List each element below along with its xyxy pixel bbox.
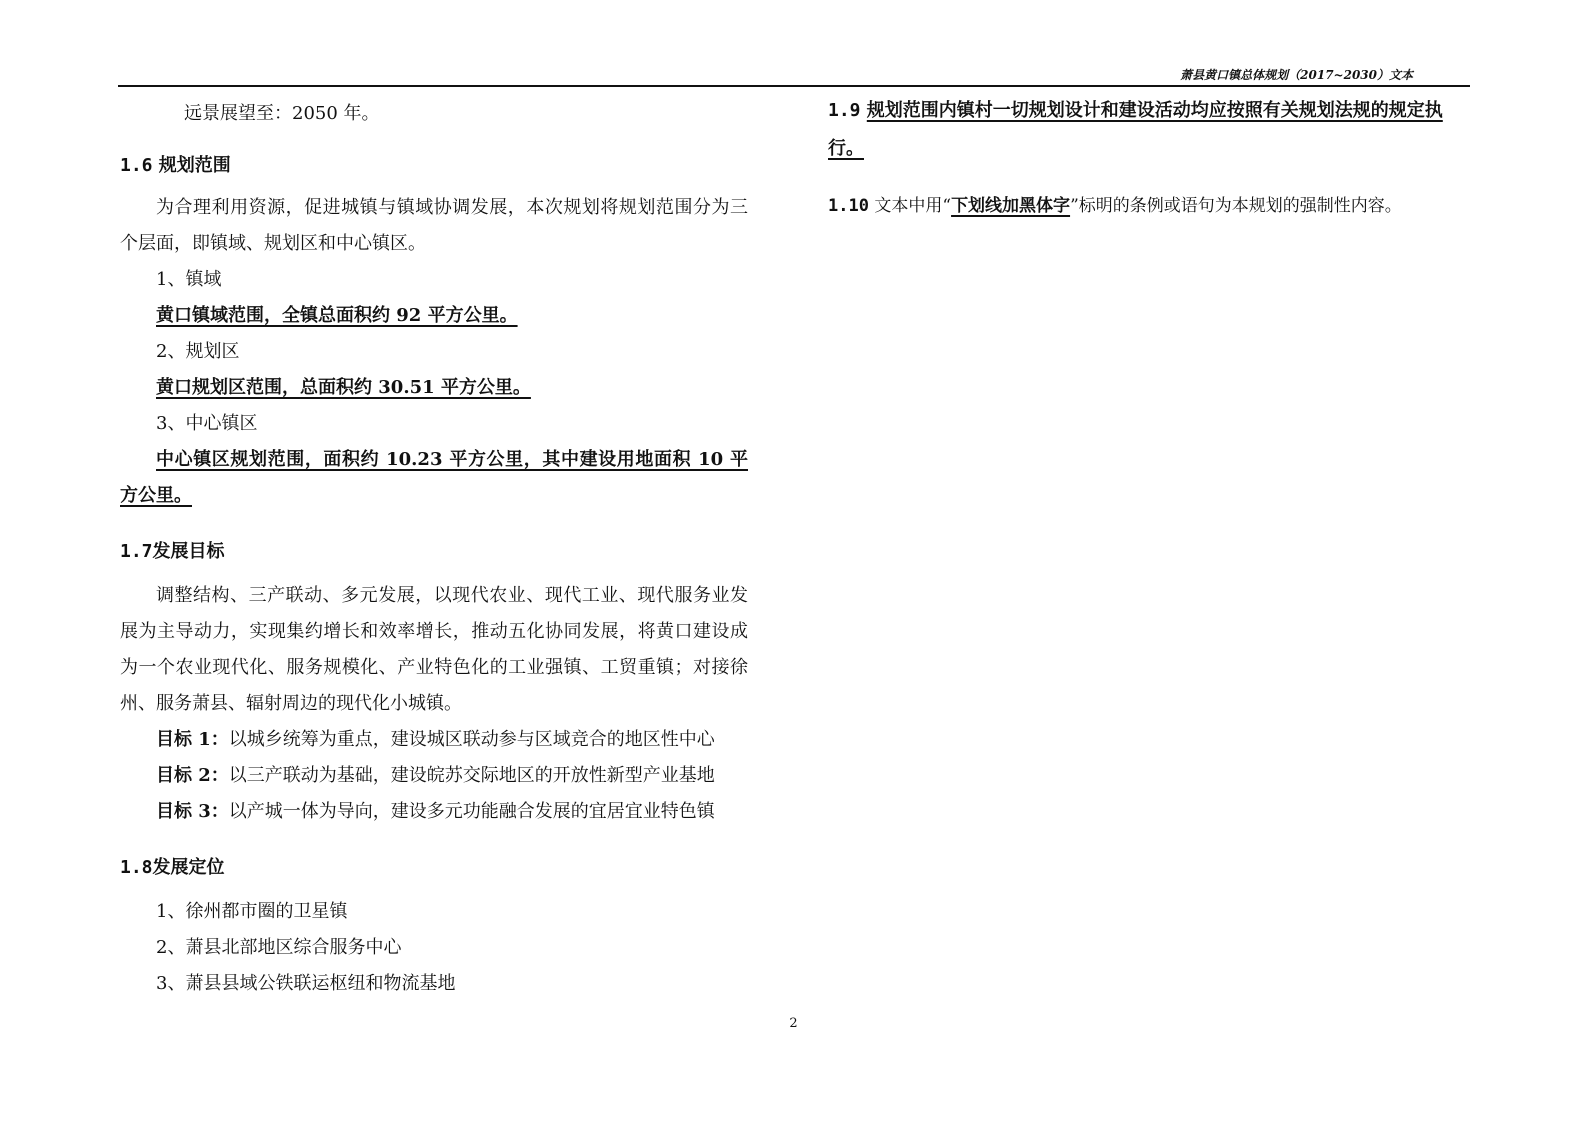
section-number: 1.7 <box>120 541 153 562</box>
section-number: 1.8 <box>120 857 153 878</box>
section-1-9-text: 规划范围内镇村一切规划设计和建设活动均应按照有关规划法规的规定执行。 <box>828 100 1443 159</box>
scope-item-2-text: 黄口规划区范围，总面积约 30.51 平方公里。 <box>156 377 531 398</box>
goal-1-text: 以城乡统筹为重点，建设城区联动参与区域竞合的地区性中心 <box>228 729 715 750</box>
scope-item-1-label: 1、镇域 <box>156 269 222 290</box>
section-number: 1.6 <box>120 155 153 176</box>
scope-item-3-text: 中心镇区规划范围，面积约 10.23 平方公里，其中建设用地面积 10 平方公里。 <box>120 449 748 506</box>
vision-line: 远景展望至：2050 年。 <box>184 103 380 124</box>
section-1-6-heading <box>120 148 748 184</box>
positioning-item-2: 2、萧县北部地区综合服务中心 <box>156 937 402 958</box>
goal-2 <box>120 758 748 794</box>
section-1-10 <box>828 188 1468 224</box>
goal-2-text: 以三产联动为基础，建设皖苏交际地区的开放性新型产业基地 <box>228 765 715 786</box>
goal-1-label: 目标 1： <box>156 729 229 750</box>
goal-3-text: 以产城一体为导向，建设多元功能融合发展的宜居宜业特色镇 <box>228 801 715 822</box>
section-1-9 <box>828 92 1468 168</box>
scope-item-1-text: 黄口镇域范围，全镇总面积约 92 平方公里。 <box>156 305 518 326</box>
positioning-item-3: 3、萧县县域公铁联运枢纽和物流基地 <box>156 973 456 994</box>
section-1-7-heading <box>120 534 748 570</box>
header-rule <box>118 85 1470 87</box>
page-number: 2 <box>789 1016 798 1031</box>
right-column <box>828 92 1468 224</box>
section-title: 发展定位 <box>152 857 225 878</box>
scope-item-3-label: 3、中心镇区 <box>156 413 258 434</box>
goal-3 <box>120 794 748 830</box>
running-header: 萧县黄口镇总体规划（2017~2030）文本 <box>1180 68 1413 82</box>
section-1-10-pre: 文本中用“ <box>874 196 952 216</box>
goals-paragraph: 调整结构、三产联动、多元发展，以现代农业、现代工业、现代服务业发展为主导动力，实现集约增长和效率增长，推动五化协同发展，将黄口建设成为一个农业现代化、服务规模化、产业特色化的工业强镇、工贸重镇；对接徐州、服务萧县、辐射周边的现代化小城镇。 <box>120 585 748 714</box>
positioning-item-1: 1、徐州都市圈的卫星镇 <box>156 901 348 922</box>
section-1-10-post: ”标明的条例或语句为本规划的强制性内容。 <box>1070 196 1402 216</box>
goal-3-label: 目标 3： <box>156 801 229 822</box>
section-number: 1.9 <box>828 100 861 121</box>
section-title: 规划范围 <box>158 155 231 176</box>
section-title: 发展目标 <box>152 541 225 562</box>
scope-item-2-label: 2、规划区 <box>156 341 240 362</box>
section-number: 1.10 <box>828 196 869 216</box>
mandatory-example: 下划线加黑体字 <box>951 196 1071 216</box>
scope-intro-paragraph: 为合理利用资源，促进城镇与镇域协调发展，本次规划将规划范围分为三个层面，即镇域、规划区和中心镇区。 <box>120 197 748 254</box>
section-1-8-heading <box>120 850 748 886</box>
left-column <box>120 96 748 1002</box>
goal-2-label: 目标 2： <box>156 765 229 786</box>
goal-1 <box>120 722 748 758</box>
